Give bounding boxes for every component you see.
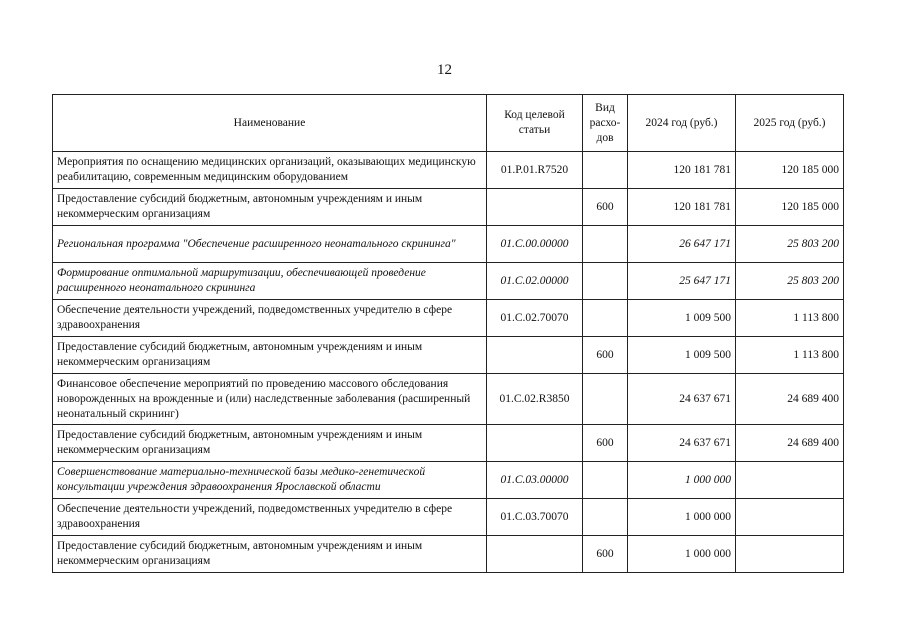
cell-2024: 120 181 781 bbox=[628, 152, 736, 189]
cell-2025: 25 803 200 bbox=[736, 226, 844, 263]
cell-kind bbox=[583, 300, 628, 337]
cell-code: 01.С.03.70070 bbox=[487, 499, 583, 536]
cell-2024: 1 000 000 bbox=[628, 462, 736, 499]
table-header-row bbox=[53, 95, 844, 152]
cell-code bbox=[487, 189, 583, 226]
cell-kind: 600 bbox=[583, 425, 628, 462]
cell-2024: 24 637 671 bbox=[628, 374, 736, 425]
cell-name: Мероприятия по оснащению медицинских организаций, оказывающих медицинскую реабилитацию, современным медицинским оборудованием bbox=[53, 152, 487, 189]
cell-code bbox=[487, 536, 583, 573]
cell-code bbox=[487, 425, 583, 462]
cell-2024: 1 009 500 bbox=[628, 337, 736, 374]
table-row bbox=[53, 226, 844, 263]
cell-name: Региональная программа "Обеспечение расширенного неонатального скрининга" bbox=[53, 226, 487, 263]
cell-2025 bbox=[736, 536, 844, 573]
header-kind: Вид расхо-дов bbox=[583, 95, 628, 152]
cell-2024: 1 009 500 bbox=[628, 300, 736, 337]
cell-2024: 26 647 171 bbox=[628, 226, 736, 263]
cell-code bbox=[487, 337, 583, 374]
cell-2025: 1 113 800 bbox=[736, 337, 844, 374]
cell-kind bbox=[583, 226, 628, 263]
cell-name: Финансовое обеспечение мероприятий по проведению массового обследования новорожденных на врожденные и (или) наследственные заболевания (расширенный неонатальный скрининг) bbox=[53, 374, 487, 425]
cell-name: Предоставление субсидий бюджетным, автономным учреждениям и иным некоммерческим организациям bbox=[53, 536, 487, 573]
header-name: Наименование bbox=[53, 95, 487, 152]
table-row bbox=[53, 189, 844, 226]
cell-2024: 1 000 000 bbox=[628, 499, 736, 536]
cell-name: Совершенствование материально-технической базы медико-генетической консультации учреждения здравоохранения Ярославской области bbox=[53, 462, 487, 499]
table-row bbox=[53, 300, 844, 337]
cell-2025: 24 689 400 bbox=[736, 425, 844, 462]
cell-code: 01.С.02.R3850 bbox=[487, 374, 583, 425]
header-2025: 2025 год (руб.) bbox=[736, 95, 844, 152]
cell-kind: 600 bbox=[583, 189, 628, 226]
cell-kind bbox=[583, 263, 628, 300]
cell-name: Обеспечение деятельности учреждений, подведомственных учредителю в сфере здравоохранения bbox=[53, 499, 487, 536]
cell-2024: 1 000 000 bbox=[628, 536, 736, 573]
cell-2025: 24 689 400 bbox=[736, 374, 844, 425]
cell-kind bbox=[583, 499, 628, 536]
cell-name: Предоставление субсидий бюджетным, автономным учреждениям и иным некоммерческим организациям bbox=[53, 337, 487, 374]
cell-2024: 24 637 671 bbox=[628, 425, 736, 462]
table-row bbox=[53, 263, 844, 300]
cell-2025: 120 185 000 bbox=[736, 189, 844, 226]
table-row bbox=[53, 499, 844, 536]
header-code: Код целевой статьи bbox=[487, 95, 583, 152]
table-row bbox=[53, 462, 844, 499]
table-body bbox=[53, 152, 844, 573]
header-2024: 2024 год (руб.) bbox=[628, 95, 736, 152]
cell-name: Формирование оптимальной маршрутизации, обеспечивающей проведение расширенного неонатального скрининга bbox=[53, 263, 487, 300]
cell-2025: 120 185 000 bbox=[736, 152, 844, 189]
cell-name: Предоставление субсидий бюджетным, автономным учреждениям и иным некоммерческим организациям bbox=[53, 425, 487, 462]
cell-code: 01.С.00.00000 bbox=[487, 226, 583, 263]
cell-code: 01.С.03.00000 bbox=[487, 462, 583, 499]
table-row bbox=[53, 374, 844, 425]
cell-code: 01.С.02.00000 bbox=[487, 263, 583, 300]
table-row bbox=[53, 152, 844, 189]
table-row bbox=[53, 337, 844, 374]
page-number: 12 bbox=[437, 62, 452, 78]
table-row bbox=[53, 536, 844, 573]
cell-2025: 1 113 800 bbox=[736, 300, 844, 337]
cell-kind bbox=[583, 152, 628, 189]
cell-code: 01.Р.01.R7520 bbox=[487, 152, 583, 189]
cell-name: Обеспечение деятельности учреждений, подведомственных учредителю в сфере здравоохранения bbox=[53, 300, 487, 337]
cell-kind: 600 bbox=[583, 536, 628, 573]
cell-2024: 120 181 781 bbox=[628, 189, 736, 226]
budget-table bbox=[52, 94, 844, 573]
cell-2025 bbox=[736, 462, 844, 499]
cell-code: 01.С.02.70070 bbox=[487, 300, 583, 337]
cell-2025: 25 803 200 bbox=[736, 263, 844, 300]
cell-2024: 25 647 171 bbox=[628, 263, 736, 300]
cell-name: Предоставление субсидий бюджетным, автономным учреждениям и иным некоммерческим организациям bbox=[53, 189, 487, 226]
cell-2025 bbox=[736, 499, 844, 536]
cell-kind: 600 bbox=[583, 337, 628, 374]
table-row bbox=[53, 425, 844, 462]
cell-kind bbox=[583, 374, 628, 425]
cell-kind bbox=[583, 462, 628, 499]
